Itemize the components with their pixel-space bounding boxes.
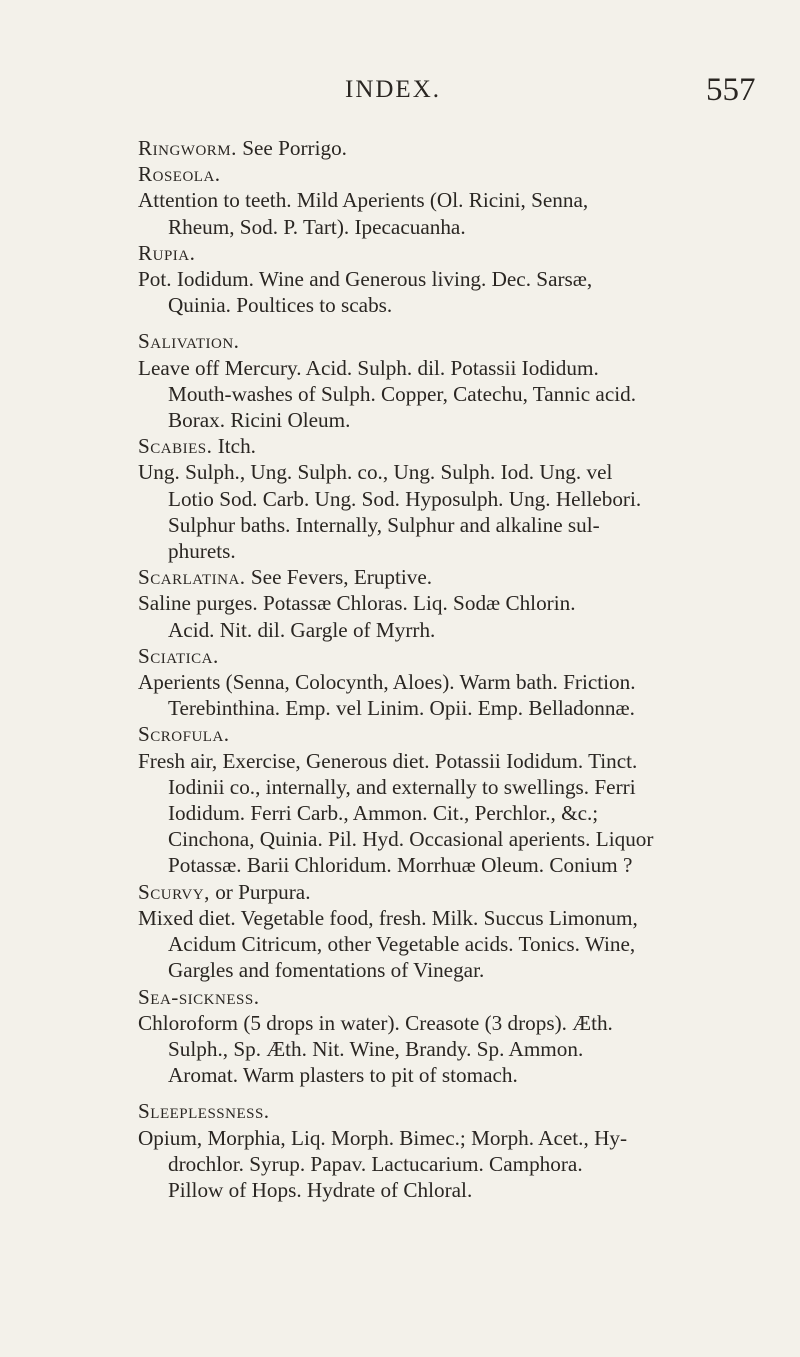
entry-ref: See Porrigo. (242, 136, 347, 160)
entry-line: drochlor. Syrup. Papav. Lactucarium. Camphora. (168, 1151, 583, 1176)
entry-line: Attention to teeth. Mild Aperients (Ol. Ricini, Senna, (138, 188, 589, 213)
entry-line: Rheum, Sod. P. Tart). Ipecacuanha. (168, 214, 466, 239)
running-head (0, 72, 800, 116)
entry-heading-line (138, 135, 778, 161)
entry-heading-line (138, 328, 778, 354)
entry-ref: Itch. (217, 434, 256, 459)
entry-head: Sleeplessness. (138, 1099, 270, 1124)
entry-heading-line (138, 240, 778, 266)
entry-line: Ung. Sulph., Ung. Sulph. co., Ung. Sulph. Iod. Ung. vel (138, 460, 613, 485)
entry-line: Iodinii co., internally, and externally to swellings. Ferri (168, 774, 636, 799)
entry-head: Scabies. (138, 434, 213, 459)
entry-line: Fresh air, Exercise, Generous diet. Potassii Iodidum. Tinct. (138, 748, 638, 773)
entry-heading-line (138, 879, 778, 905)
entry-line: Borax. Ricini Oleum. (168, 408, 351, 433)
entry-line: Acid. Nit. dil. Gargle of Myrrh. (168, 617, 436, 642)
index-entry (138, 135, 778, 161)
index-entry (138, 433, 778, 564)
entry-heading-line (138, 721, 778, 747)
index-entry (138, 240, 778, 319)
index-entry (138, 721, 778, 878)
entry-line: Aromat. Warm plasters to pit of stomach. (168, 1063, 518, 1088)
entry-line: Iodidum. Ferri Carb., Ammon. Cit., Perchlor., &c.; (168, 801, 599, 826)
entry-head: Roseola. (138, 162, 221, 187)
entry-line: Mixed diet. Vegetable food, fresh. Milk. Succus Limonum, (138, 905, 638, 930)
entry-line: Sulph., Sp. Æth. Nit. Wine, Brandy. Sp. Ammon. (168, 1036, 584, 1061)
page-title: INDEX. (345, 76, 442, 103)
entry-line: Opium, Morphia, Liq. Morph. Bimec.; Morph. Acet., Hy- (138, 1125, 628, 1150)
entry-line: Pot. Iodidum. Wine and Generous living. Dec. Sarsæ, (138, 267, 593, 292)
entry-line: Acidum Citricum, other Vegetable acids. Tonics. Wine, (168, 932, 636, 957)
entry-head: Rupia. (138, 240, 196, 265)
index-entry (138, 879, 778, 984)
entry-line: Pillow of Hops. Hydrate of Chloral. (168, 1177, 473, 1202)
index-entry (138, 328, 778, 433)
entry-heading-line (138, 643, 778, 669)
entry-line: Terebinthina. Emp. vel Linim. Opii. Emp. Belladonnæ. (168, 696, 635, 721)
entry-line: Quinia. Poultices to scabs. (168, 293, 393, 318)
entry-ref: or Purpura. (215, 879, 311, 904)
entry-heading-line (138, 161, 778, 187)
entry-line: Gargles and fomentations of Vinegar. (168, 958, 485, 983)
index-entry (138, 1098, 778, 1203)
entry-heading-line (138, 1098, 778, 1124)
index-entry (138, 564, 778, 643)
entry-line: Mouth-washes of Sulph. Copper, Catechu, Tannic acid. (168, 381, 637, 406)
entry-head: Scrofula. (138, 722, 230, 747)
entry-heading-line (138, 433, 778, 459)
page-number: 557 (706, 72, 756, 108)
entry-heading-line (138, 984, 778, 1010)
entry-line: Cinchona, Quinia. Pil. Hyd. Occasional aperients. Liquor (168, 827, 654, 852)
entry-head: Sciatica. (138, 643, 219, 668)
entry-ref: See Fevers, Eruptive. (250, 565, 433, 590)
entry-line: phurets. (168, 539, 236, 564)
index-entry (138, 161, 778, 240)
entry-heading-line (138, 564, 778, 590)
entry-head: Scarlatina. (138, 565, 246, 590)
entry-head: Sea-sickness. (138, 984, 260, 1009)
entry-head: Ringworm. (138, 136, 237, 160)
entry-line: Saline purges. Potassæ Chloras. Liq. Sodæ Chlorin. (138, 591, 576, 616)
entry-line: Sulphur baths. Internally, Sulphur and alkaline sul- (168, 512, 600, 537)
entry-line: Lotio Sod. Carb. Ung. Sod. Hyposulph. Ung. Hellebori. (168, 486, 642, 511)
entry-line: Potassæ. Barii Chloridum. Morrhuæ Oleum. Conium ? (168, 853, 633, 878)
index-entry (138, 643, 778, 722)
entry-head: Salivation. (138, 329, 240, 354)
entry-line: Chloroform (5 drops in water). Creasote (3 drops). Æth. (138, 1010, 613, 1035)
entry-line: Aperients (Senna, Colocynth, Aloes). Warm bath. Friction. (138, 670, 636, 695)
index-entry (138, 984, 778, 1089)
entry-head: Scurvy, (138, 879, 210, 904)
entry-line: Leave off Mercury. Acid. Sulph. dil. Potassii Iodidum. (138, 355, 599, 380)
index-entries (138, 135, 778, 1203)
